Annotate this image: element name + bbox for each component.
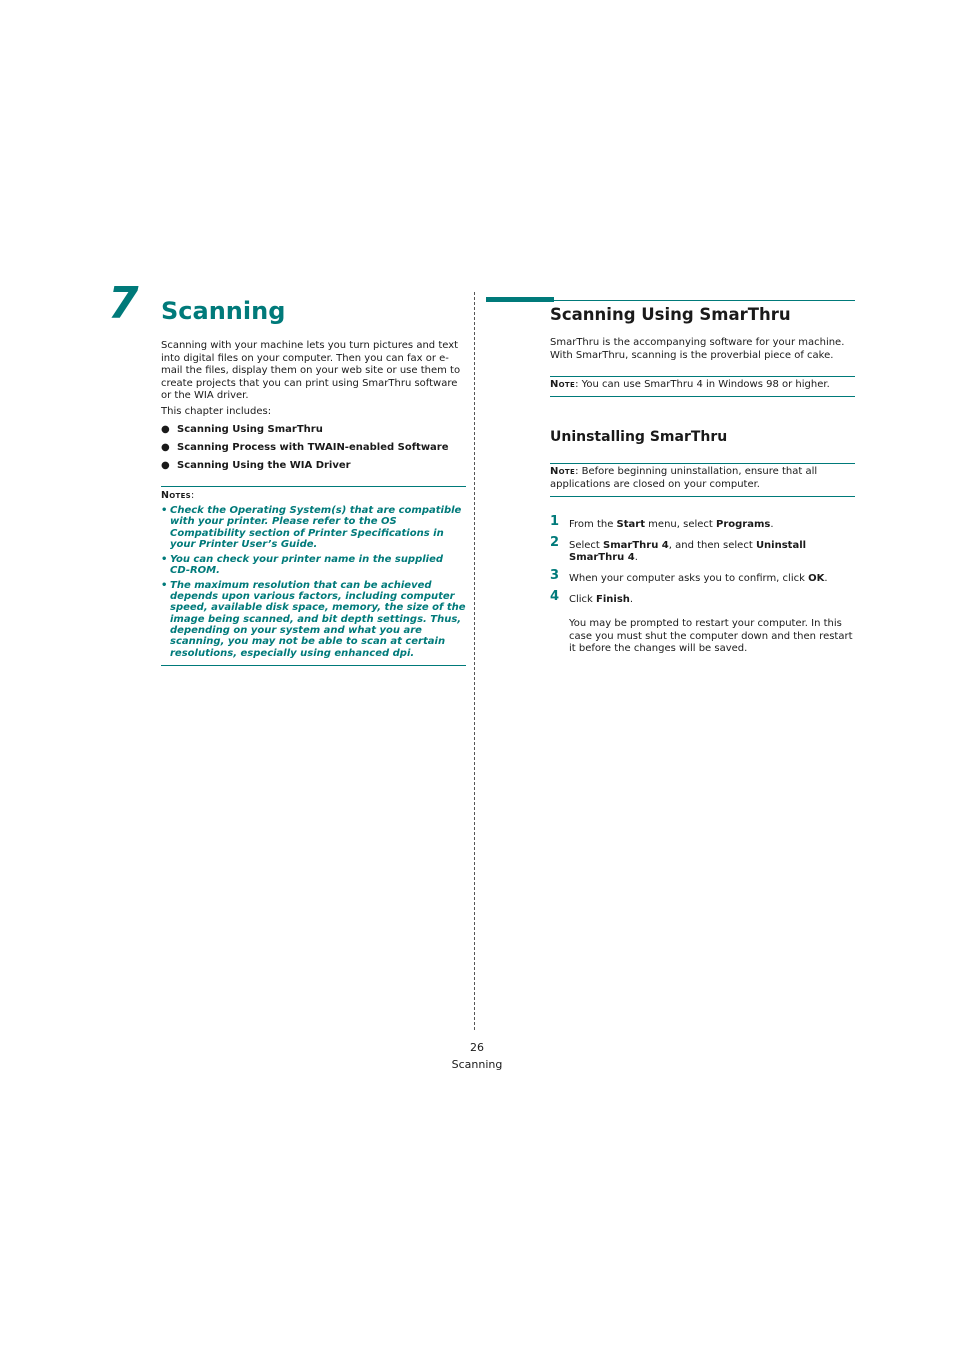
- section-note: Note: You can use SmarThru 4 in Windows 98 or higher.: [550, 379, 830, 390]
- section-accent-bar: [486, 297, 554, 302]
- bullet-icon: ●: [161, 442, 170, 453]
- chapter-number: 7: [108, 278, 139, 329]
- note-item: • The maximum resolution that can be achieved depends upon various factors, including computer speed, available disk space, memory, the size of the image being scanned, and bit depth settings. Thus, depending on your system and what you are scanning, you may not be able to scan at certain resolutions, especially using enhanced dpi.: [161, 579, 466, 659]
- bullet-icon: ●: [161, 424, 170, 435]
- chapter-intro: Scanning with your machine lets you turn pictures and text into digital files on your computer. Then you can fax or e-mail the files, display them on your web site or use them to create projects that you can print using SmarThru software or the WIA driver.: [161, 340, 461, 401]
- step-item: 4 Click Finish.: [550, 589, 634, 605]
- uninstall-note-bottom-rule: [550, 496, 855, 497]
- section-intro: SmarThru is the accompanying software for your machine. With SmarThru, scanning is the proverbial piece of cake.: [550, 337, 845, 361]
- note-bottom-rule: [550, 396, 855, 397]
- includes-label: This chapter includes:: [161, 406, 272, 417]
- running-title: Scanning: [451, 1058, 503, 1071]
- column-divider: [474, 292, 475, 1030]
- notes-top-rule: [161, 486, 466, 487]
- notes-bottom-rule: [161, 665, 466, 666]
- step-number: 4: [550, 589, 560, 604]
- bullet-icon: •: [161, 579, 168, 591]
- uninstall-steps: [550, 514, 855, 607]
- uninstall-note: Note: Before beginning uninstallation, ensure that all applications are closed on your computer.: [550, 466, 818, 490]
- bullet-icon: •: [161, 553, 168, 565]
- topic-item[interactable]: ● Scanning Using SmarThru: [161, 424, 323, 435]
- step-item: 1 From the Start menu, select Programs.: [550, 514, 774, 530]
- topic-list: [161, 424, 449, 478]
- notes-label: Notes:: [161, 490, 195, 501]
- section-top-rule: [554, 300, 855, 301]
- uninstall-note-top-rule: [550, 463, 855, 464]
- section-title: Scanning Using SmarThru: [550, 305, 791, 324]
- subsection-title: Uninstalling SmarThru: [550, 429, 728, 445]
- step-item: 3 When your computer asks you to confirm, click OK.: [550, 567, 828, 584]
- chapter-title: Scanning: [161, 297, 286, 325]
- topic-item[interactable]: ● Scanning Using the WIA Driver: [161, 460, 351, 471]
- topic-item[interactable]: ● Scanning Process with TWAIN-enabled Software: [161, 442, 449, 453]
- page-number: 26: [470, 1041, 484, 1054]
- note-item: • Check the Operating System(s) that are compatible with your printer. Please refer to the OS Compatibility section of Printer Specifications in your Printer User’s Guide.: [161, 505, 462, 550]
- restart-note: You may be prompted to restart your computer. In this case you must shut the computer down and then restart it before the changes will be saved.: [569, 618, 853, 654]
- notes-list: [161, 505, 466, 662]
- step-item: 2 Select SmarThru 4, and then select Uninstall SmarThru 4.: [550, 534, 807, 563]
- note-item: • You can check your printer name in the supplied CD-ROM.: [161, 553, 444, 576]
- note-top-rule: [550, 376, 855, 377]
- step-number: 1: [550, 514, 560, 529]
- bullet-icon: •: [161, 505, 168, 516]
- bullet-icon: ●: [161, 460, 170, 471]
- step-number: 3: [550, 567, 560, 583]
- step-number: 2: [550, 534, 560, 550]
